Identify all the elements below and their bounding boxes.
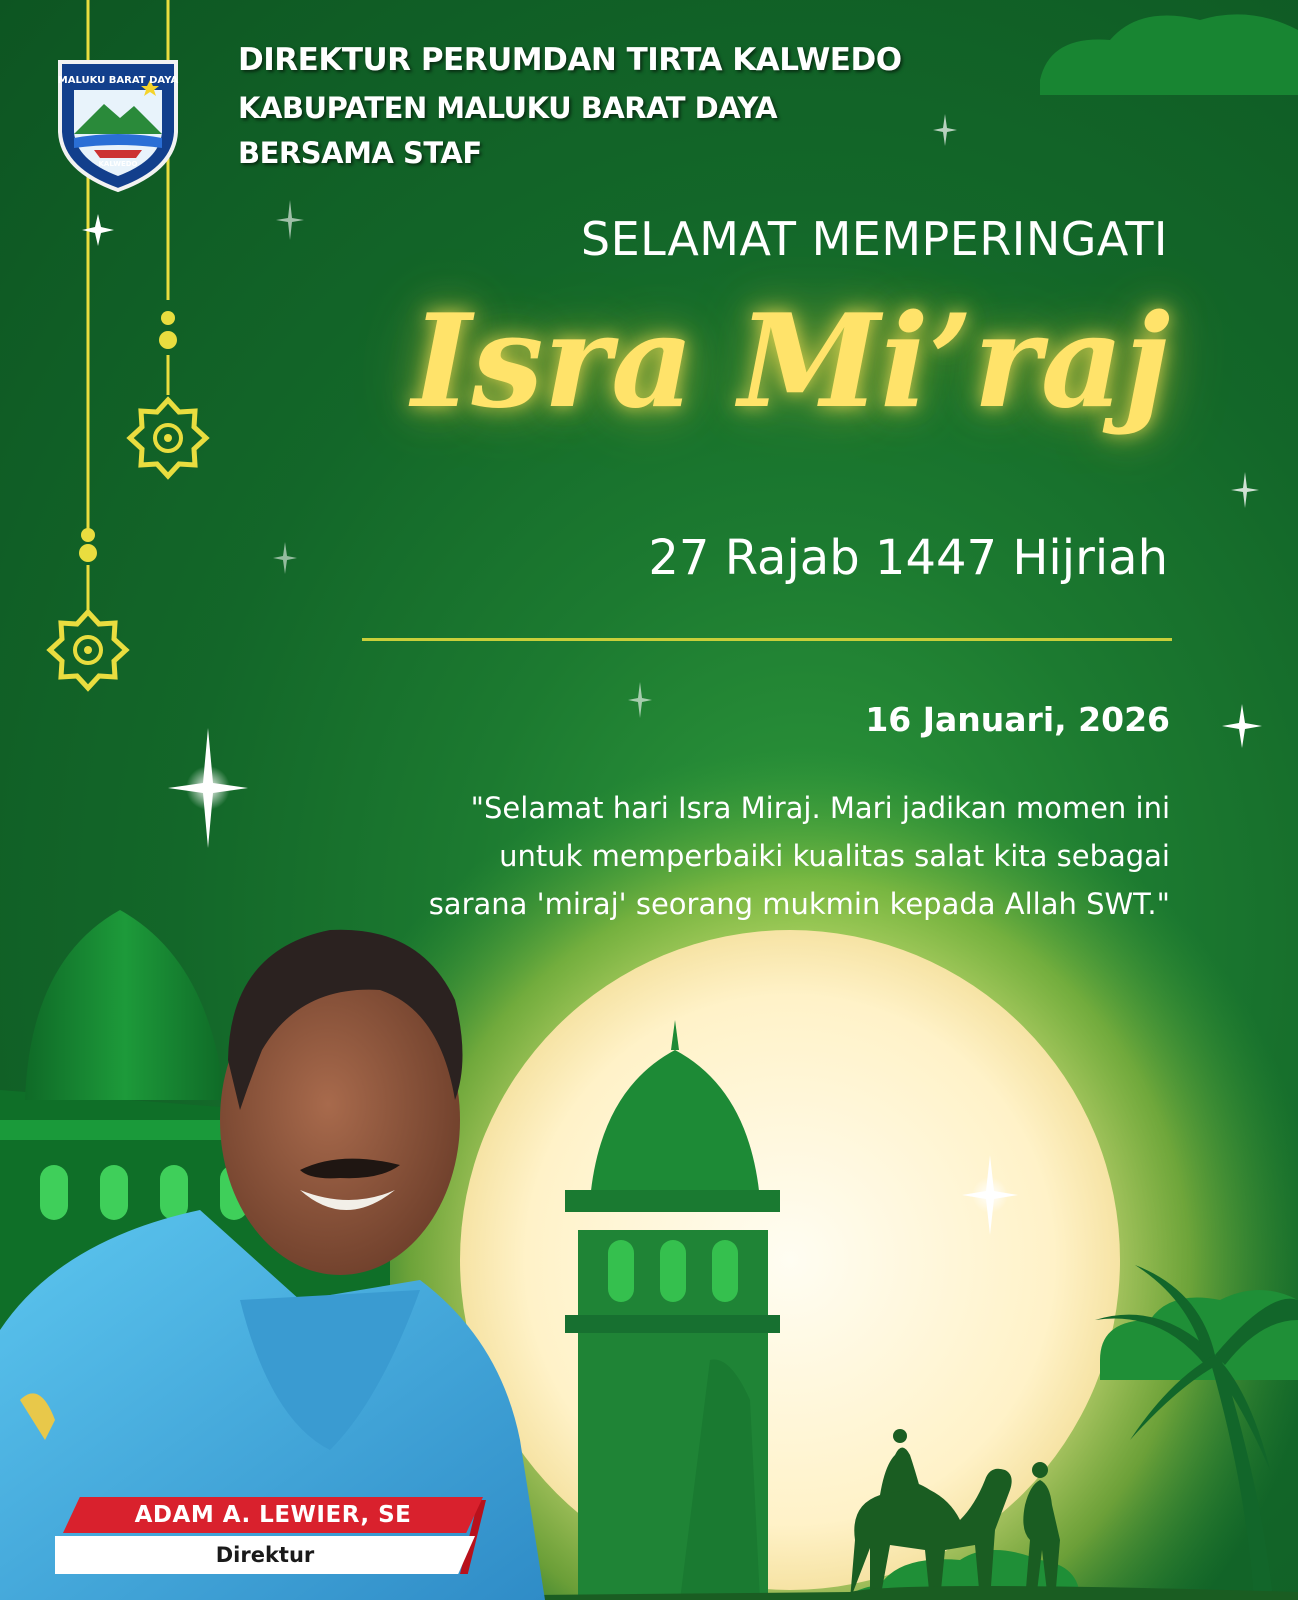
gregorian-date: 16 Januari, 2026 [865,700,1170,739]
divider-line [362,638,1172,641]
logo-motto: KALWEDO [98,160,138,168]
person-name: ADAM A. LEWIER, SE [134,1502,412,1528]
header-line-regency: KABUPATEN MALUKU BARAT DAYA [238,91,778,125]
event-title: Isra Mi’raj [411,287,1170,437]
person-role: Direktur [215,1543,315,1567]
greeting-heading: SELAMAT MEMPERINGATI [580,212,1168,266]
header-line-organization: DIREKTUR PERUMDAN TIRTA KALWEDO [238,42,902,78]
header-line-staff: BERSAMA STAF [238,136,482,170]
quote-line: "Selamat hari Isra Miraj. Mari jadikan momen ini [470,791,1170,825]
quote-line: sarana 'miraj' seorang mukmin kepada Allah SWT." [428,887,1170,921]
greeting-quote [370,784,1170,928]
logo-region-name: MALUKU BARAT DAYA [57,75,179,86]
quote-line: untuk memperbaiki kualitas salat kita sebagai [499,839,1170,873]
hijri-date: 27 Rajab 1447 Hijriah [648,530,1168,586]
